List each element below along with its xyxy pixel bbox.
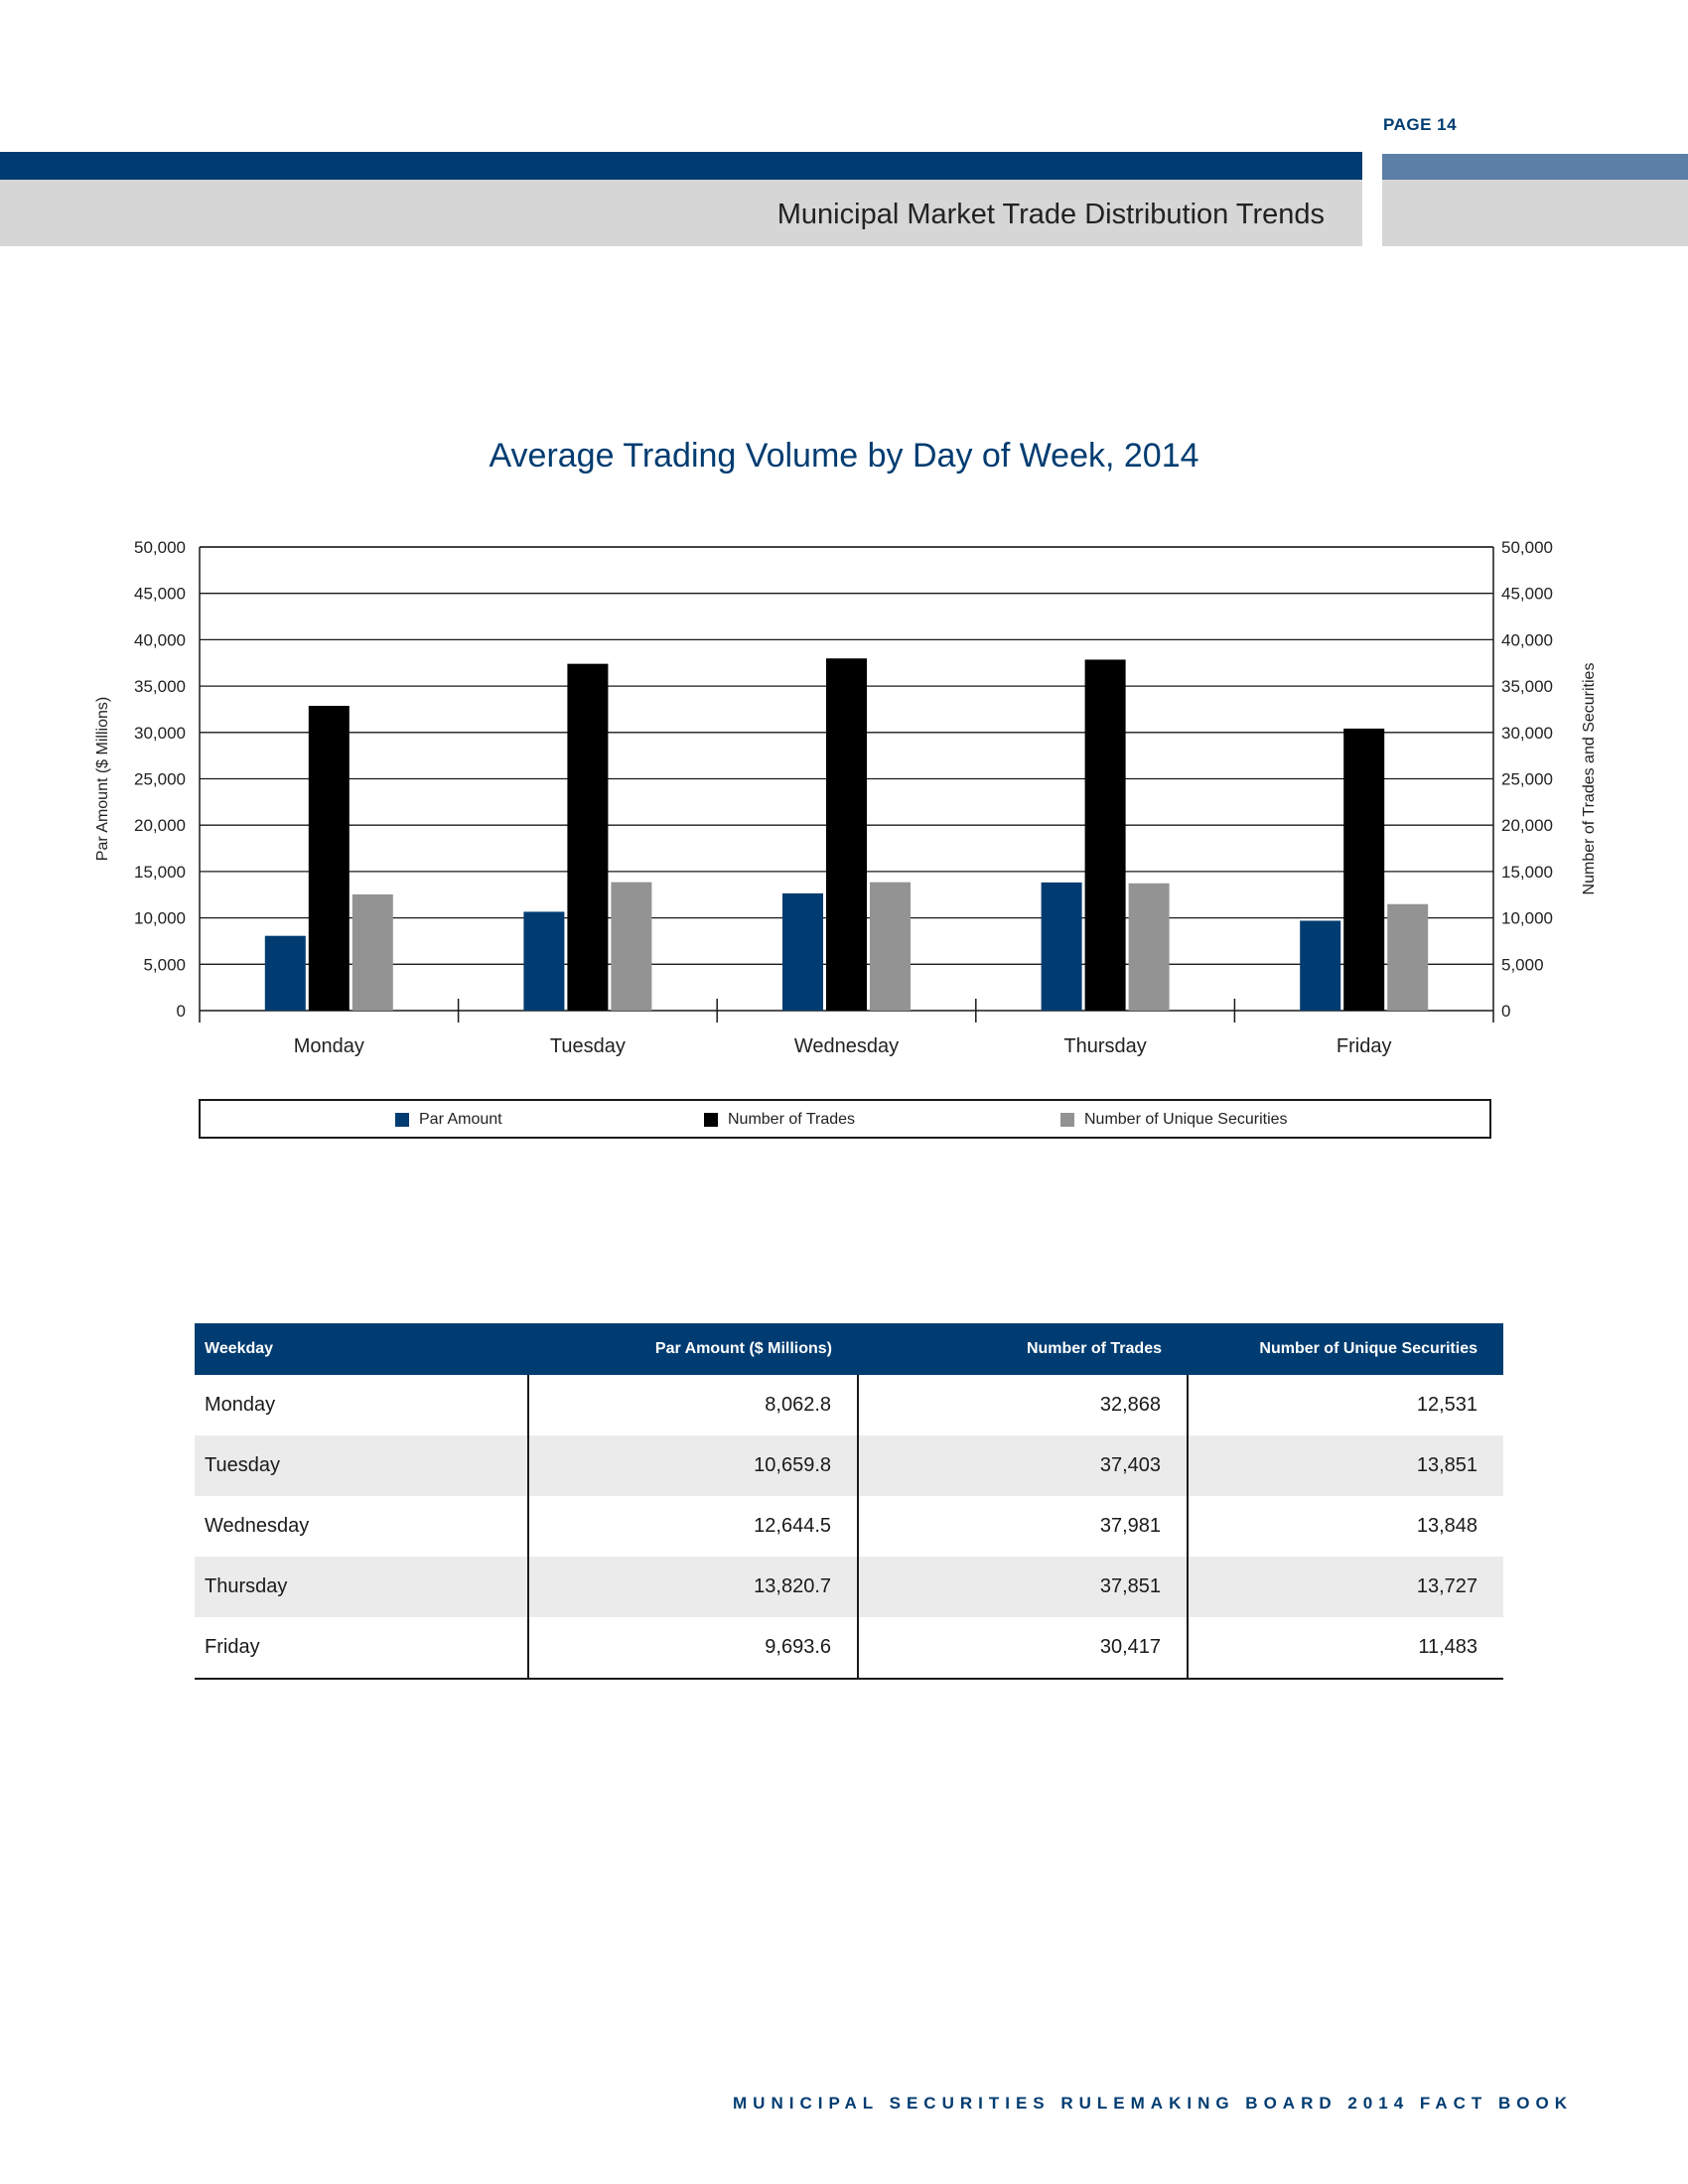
bar-number-of-trades bbox=[309, 706, 350, 1011]
bar-number-of-unique-securities bbox=[870, 883, 911, 1011]
y-tick-label-right: 50,000 bbox=[1501, 538, 1553, 557]
table-row bbox=[195, 1557, 1503, 1617]
x-tick-label: Friday bbox=[1336, 1035, 1392, 1057]
bar-number-of-trades bbox=[1085, 659, 1126, 1011]
y-tick-label-left: 50,000 bbox=[134, 538, 186, 557]
x-tick-label: Tuesday bbox=[549, 1035, 626, 1057]
page-number: PAGE 14 bbox=[1383, 115, 1458, 134]
legend-item-unique-securities bbox=[1060, 1111, 1288, 1129]
bar-par-amount bbox=[265, 936, 306, 1011]
bar-number-of-trades bbox=[826, 658, 867, 1011]
y-tick-label-right: 30,000 bbox=[1501, 723, 1553, 743]
cell-unique-securities: 11,483 bbox=[1188, 1617, 1503, 1679]
y-tick-label-left: 10,000 bbox=[134, 908, 186, 928]
chart-legend bbox=[199, 1099, 1491, 1139]
header-par-amount: Par Amount ($ Millions) bbox=[528, 1323, 858, 1375]
x-tick-label: Wednesday bbox=[793, 1035, 900, 1057]
cell-unique-securities: 13,727 bbox=[1188, 1557, 1503, 1617]
legend-label: Number of Trades bbox=[728, 1111, 856, 1128]
bar-par-amount bbox=[782, 893, 823, 1011]
y-tick-label-left: 5,000 bbox=[143, 955, 186, 975]
cell-par-amount: 13,820.7 bbox=[528, 1557, 858, 1617]
y-tick-label-right: 15,000 bbox=[1501, 862, 1553, 882]
cell-weekday: Tuesday bbox=[195, 1435, 528, 1496]
header-band-dark bbox=[0, 152, 1362, 180]
y-tick-label-right: 25,000 bbox=[1501, 769, 1553, 789]
cell-unique-securities: 13,848 bbox=[1188, 1496, 1503, 1557]
cell-number-of-trades: 30,417 bbox=[858, 1617, 1188, 1679]
cell-weekday: Friday bbox=[195, 1617, 528, 1679]
bar-chart bbox=[79, 526, 1609, 1057]
bar-par-amount bbox=[1300, 920, 1340, 1011]
cell-number-of-trades: 37,403 bbox=[858, 1435, 1188, 1496]
y-tick-label-right: 10,000 bbox=[1501, 908, 1553, 928]
y-tick-label-left: 25,000 bbox=[134, 769, 186, 789]
cell-number-of-trades: 37,981 bbox=[858, 1496, 1188, 1557]
y-tick-label-left: 30,000 bbox=[134, 723, 186, 743]
y-tick-label-left: 20,000 bbox=[134, 816, 186, 836]
cell-weekday: Monday bbox=[205, 1394, 276, 1416]
y-tick-label-right: 40,000 bbox=[1501, 630, 1553, 650]
header-side-band-dark bbox=[1382, 154, 1688, 180]
y-axis-title-left: Par Amount ($ Millions) bbox=[94, 696, 111, 862]
table-row bbox=[195, 1496, 1503, 1557]
legend-swatch-unique-securities bbox=[1060, 1113, 1074, 1127]
cell-par-amount: 10,659.8 bbox=[528, 1435, 858, 1496]
data-table-wrapper bbox=[195, 1323, 1503, 1680]
y-tick-label-left: 0 bbox=[176, 1002, 186, 1021]
table-row bbox=[195, 1375, 1503, 1435]
y-tick-label-left: 35,000 bbox=[134, 677, 186, 697]
cell-weekday: Thursday bbox=[195, 1557, 528, 1617]
legend-swatch-number-of-trades bbox=[704, 1113, 718, 1127]
bar-number-of-trades bbox=[1343, 729, 1384, 1011]
chart-title: Average Trading Volume by Day of Week, 2014 bbox=[489, 437, 1199, 475]
bar-number-of-trades bbox=[567, 664, 608, 1011]
x-tick-label: Thursday bbox=[1063, 1035, 1147, 1057]
y-tick-label-right: 5,000 bbox=[1501, 955, 1544, 975]
trading-volume-table bbox=[195, 1323, 1503, 1680]
y-tick-label-right: 0 bbox=[1501, 1002, 1511, 1021]
table-row bbox=[195, 1435, 1503, 1496]
section-title: Municipal Market Trade Distribution Trends bbox=[776, 199, 1325, 230]
y-tick-label-left: 40,000 bbox=[134, 630, 186, 650]
bar-number-of-unique-securities bbox=[1387, 904, 1428, 1011]
x-tick-label: Monday bbox=[293, 1035, 364, 1057]
cell-par-amount: 9,693.6 bbox=[528, 1617, 858, 1679]
legend-item-par-amount bbox=[395, 1111, 502, 1129]
header-weekday: Weekday bbox=[195, 1323, 528, 1375]
cell-weekday: Wednesday bbox=[205, 1515, 310, 1537]
cell-par-amount: 8,062.8 bbox=[528, 1375, 858, 1435]
legend-label: Number of Unique Securities bbox=[1084, 1111, 1288, 1128]
legend-label: Par Amount bbox=[419, 1111, 502, 1128]
legend-swatch-par-amount bbox=[395, 1113, 409, 1127]
legend-item-number-of-trades bbox=[704, 1111, 855, 1129]
header-side-band-light bbox=[1382, 180, 1688, 246]
bar-number-of-unique-securities bbox=[611, 883, 651, 1011]
cell-number-of-trades: 37,851 bbox=[858, 1557, 1188, 1617]
bar-par-amount bbox=[523, 911, 564, 1011]
y-tick-label-right: 35,000 bbox=[1501, 677, 1553, 697]
y-tick-label-left: 45,000 bbox=[134, 584, 186, 604]
y-tick-label-right: 20,000 bbox=[1501, 816, 1553, 836]
bar-number-of-unique-securities bbox=[1129, 884, 1170, 1011]
table-header-row bbox=[195, 1323, 1503, 1375]
header-number-of-trades: Number of Trades bbox=[858, 1323, 1188, 1375]
cell-par-amount: 12,644.5 bbox=[528, 1496, 858, 1557]
footer-text: MUNICIPAL SECURITIES RULEMAKING BOARD 2014 FACT BOOK bbox=[733, 2094, 1573, 2113]
cell-unique-securities: 12,531 bbox=[1188, 1375, 1503, 1435]
y-axis-title-right: Number of Trades and Securities bbox=[1581, 662, 1598, 895]
cell-unique-securities: 13,851 bbox=[1188, 1435, 1503, 1496]
y-tick-label-left: 15,000 bbox=[134, 862, 186, 882]
table-row bbox=[195, 1617, 1503, 1679]
bar-par-amount bbox=[1042, 883, 1082, 1011]
header-unique-securities: Number of Unique Securities bbox=[1188, 1323, 1503, 1375]
y-tick-label-right: 45,000 bbox=[1501, 584, 1553, 604]
cell-number-of-trades: 32,868 bbox=[858, 1375, 1188, 1435]
bar-number-of-unique-securities bbox=[352, 894, 393, 1011]
